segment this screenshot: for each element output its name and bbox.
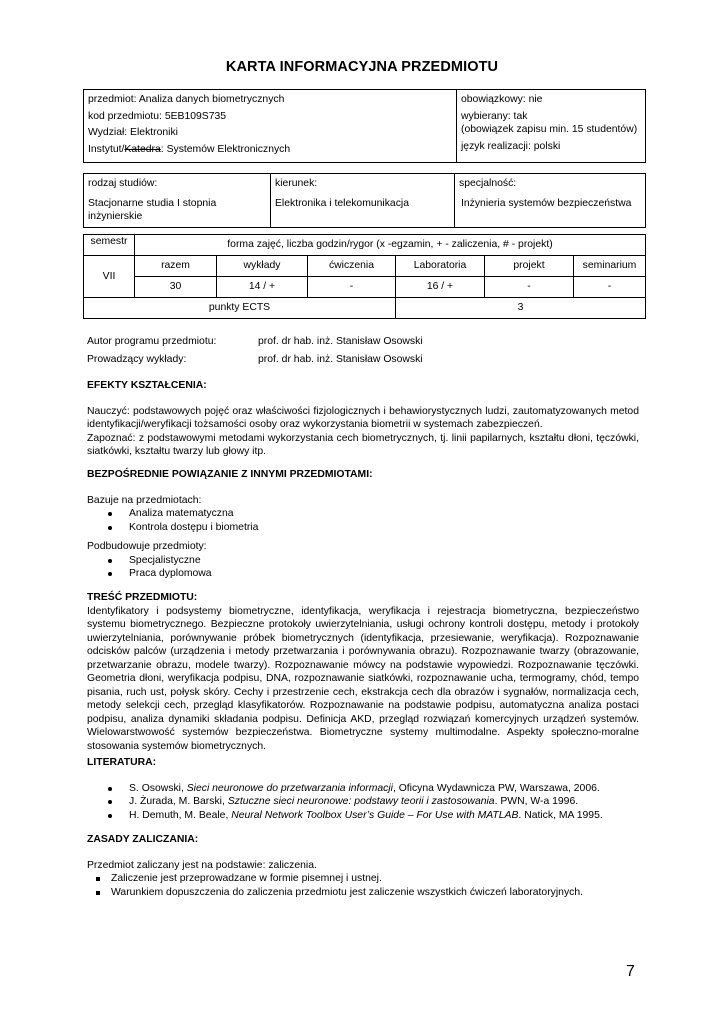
list-item: Zaliczenie jest przeprowadzane w formie pisemnej i ustnej. <box>87 872 639 886</box>
hours-header: forma zajęć, liczba godzin/rygor (x -egzamin, + - zaliczenia, # - projekt) <box>135 235 646 256</box>
field-value: Elektronika i telekomunikacja <box>275 197 409 209</box>
course-content-heading: TREŚĆ PRZEDMIOTU: <box>87 592 198 603</box>
grading-rules-section <box>87 833 639 899</box>
faculty: Wydział: Elektroniki <box>88 127 178 139</box>
study-type-label: rodzaj studiów: <box>88 178 158 189</box>
literature-item <box>87 795 639 809</box>
field-label: kierunek: <box>275 178 318 189</box>
column-header: razem <box>135 256 217 277</box>
semester-header: semestr <box>84 235 135 256</box>
lit-title: Sztuczne sieci neuronowe: podstawy teorii i zastosowania <box>227 796 495 808</box>
author-value: prof. dr hab. inż. Stanisław Osowski <box>258 336 423 347</box>
study-info-table <box>83 173 646 228</box>
page-title: KARTA INFORMACYJNA PRZEDMIOTU <box>225 59 499 75</box>
grading-rules-intro: Przedmiot zaliczany jest na podstawie: zaliczenia. <box>87 859 317 871</box>
course-content-text: Identyfikatory i podsystemy biometryczne, identyfikacja, weryfikacja i rejestracja biometryczna, bezpieczeństwo systemu biometrycznego. Bezpieczne protokoły uwierzytelniania, usługi ochrony kontroli dostępu, metody i protokoły uwierzytelniania, porównywanie próbek biometrycznych (identyfikacja, przesiewanie, weryfikacja). Rozpoznawanie odcisków palców (urządzenia i metody przetwarzania i porównywania obrazu). Rozpoznawanie twarzy (obrazowanie, przetwarzanie obrazu, modele twarzy). Rozpoznawanie mówcy na podstawie wypowiedzi. Rozpoznawanie tęczówki. Geometria dłoni, weryfikacja podpisu, DNA, rozpoznawanie siatkówki, rozpoznawanie ucha, termogramy, chód, tempo pisania, ruch ust, połysk skóry. Cechy i przestrzenie cech, ekstrakcja cech dla obrazów i sygnałów, normalizacja cech, metody selekcji cech, przegląd klasyfikatorów. Rozpoznawanie na podstawie podpisu, automatyczna analiza postaci podpisu, analiza dynamiki składania podpisu. Definicja AKD, przegląd rozwiązań komercyjnych urządzeń systemów. Wielowarstwowość systemów bezpieczeństwa. Biometryczne systemy multimodalne. Aspekty społeczno-moralne stosowania systemów biometrycznych. <box>87 605 639 752</box>
course-name: przedmiot: Analiza danych biometrycznych <box>88 94 285 105</box>
lecturer-row <box>87 353 423 367</box>
specialty-label: specjalność: <box>459 178 517 189</box>
related-courses-heading: BEZPOŚREDNIE POWIĄZANIE Z INNYMI PRZEDMIOTAMI: <box>87 469 373 480</box>
grading-rules-list <box>87 872 639 899</box>
column-header: ćwiczenia <box>308 256 396 277</box>
list-item: Analiza matematyczna <box>87 507 639 521</box>
language: język realizacji: polski <box>461 140 561 152</box>
follow-up-list <box>87 554 639 581</box>
author-label: Autor programu przedmiotu: <box>87 336 217 347</box>
lit-authors: H. Demuth, M. Beale, <box>129 809 232 821</box>
page-number: 7 <box>626 963 635 980</box>
literature-item <box>87 782 639 796</box>
institute-suffix: : Systemów Elektronicznych <box>160 143 291 155</box>
hours-value: - <box>574 277 646 298</box>
literature-item <box>87 809 639 823</box>
institute <box>88 143 452 157</box>
list-item: Kontrola dostępu i biometria <box>87 521 639 535</box>
lit-title: Sieci neuronowe do przetwarzania informacji <box>186 782 393 794</box>
prerequisites-label: Bazuje na przedmiotach: <box>87 494 202 506</box>
min-enrollment: (obowiązek zapisu min. 15 studentów) <box>461 124 638 136</box>
course-info-cell <box>84 90 457 163</box>
column-header: seminarium <box>574 256 646 277</box>
institute-prefix: Instytut/ <box>88 143 125 155</box>
learning-outcomes-text: Zapoznać: z podstawowymi metodami wykorzystania cech biometrycznych, tj. linii papilarnych, kształtu dłoni, tęczówki, siatkówki, kształtu twarzy lub głowy itp. <box>87 432 639 458</box>
list-item: Warunkiem dopuszczenia do zaliczenia przedmiotu jest zaliczenie wszystkich ćwiczeń laboratoryjnych. <box>87 886 639 900</box>
study-type-cell <box>84 174 271 228</box>
literature-heading: LITERATURA: <box>87 757 157 768</box>
learning-outcomes-heading: EFEKTY KSZTAŁCENIA: <box>87 380 207 391</box>
lit-authors: S. Osowski, <box>129 782 187 794</box>
column-header: wykłady <box>217 256 308 277</box>
hours-value: 30 <box>135 277 217 298</box>
hours-value: - <box>485 277 574 298</box>
hours-table <box>83 234 646 319</box>
author-row <box>87 335 423 349</box>
literature-section <box>87 756 639 822</box>
semester-value: VII <box>84 256 135 298</box>
course-content-section <box>87 591 639 753</box>
course-info-table <box>83 89 646 163</box>
column-header: projekt <box>485 256 574 277</box>
related-courses-section <box>87 468 639 581</box>
literature-list <box>87 782 639 823</box>
lit-title: Neural Network Toolbox User’s Guide – For Use with MATLAB <box>231 809 519 821</box>
elective: wybierany: tak <box>461 110 528 122</box>
ects-value: 3 <box>396 298 646 319</box>
hours-value: 16 / + <box>396 277 485 298</box>
column-header: Laboratoria <box>396 256 485 277</box>
lecturer-value: prof. dr hab. inż. Stanisław Osowski <box>258 354 423 365</box>
learning-outcomes-section <box>87 379 639 459</box>
specialty-cell <box>455 174 646 228</box>
grading-rules-heading: ZASADY ZALICZANIA: <box>87 834 199 845</box>
course-code: kod przedmiotu: 5EB109S735 <box>88 110 227 122</box>
prerequisites-list <box>87 507 639 534</box>
specialty-value: Inżynieria systemów bezpieczeństwa <box>461 197 632 209</box>
learning-outcomes-text: Nauczyć: podstawowych pojęć oraz właściwości fizjologicznych i behawiorystycznych ludzi, zautomatyzowanych metod identyfikacji/weryfikacji tożsamości osoby oraz wykorzystania biometrii w systemach zabezpieczeń. <box>87 405 639 431</box>
hours-value: 14 / + <box>217 277 308 298</box>
lit-authors: J. Żurada, M. Barski, <box>129 796 228 808</box>
list-item: Praca dyplomowa <box>87 567 639 581</box>
lit-details: . PWN, W-a 1996. <box>494 796 579 808</box>
field-cell <box>271 174 455 228</box>
institute-struck: Katedra <box>124 143 161 155</box>
lecturer-label: Prowadzący wykłady: <box>87 354 187 365</box>
hours-value: - <box>308 277 396 298</box>
lit-details: . Natick, MA 1995. <box>518 809 603 821</box>
lit-details: , Oficyna Wydawnicza PW, Warszawa, 2006. <box>392 782 600 794</box>
study-type-value: Stacjonarne studia I stopnia inżynierskie <box>88 197 217 223</box>
ects-label: punkty ECTS <box>84 298 396 319</box>
follow-up-label: Podbudowuje przedmioty: <box>87 541 207 553</box>
course-status-cell <box>457 90 646 163</box>
list-item: Specjalistyczne <box>87 554 639 568</box>
mandatory: obowiązkowy: nie <box>461 94 543 105</box>
